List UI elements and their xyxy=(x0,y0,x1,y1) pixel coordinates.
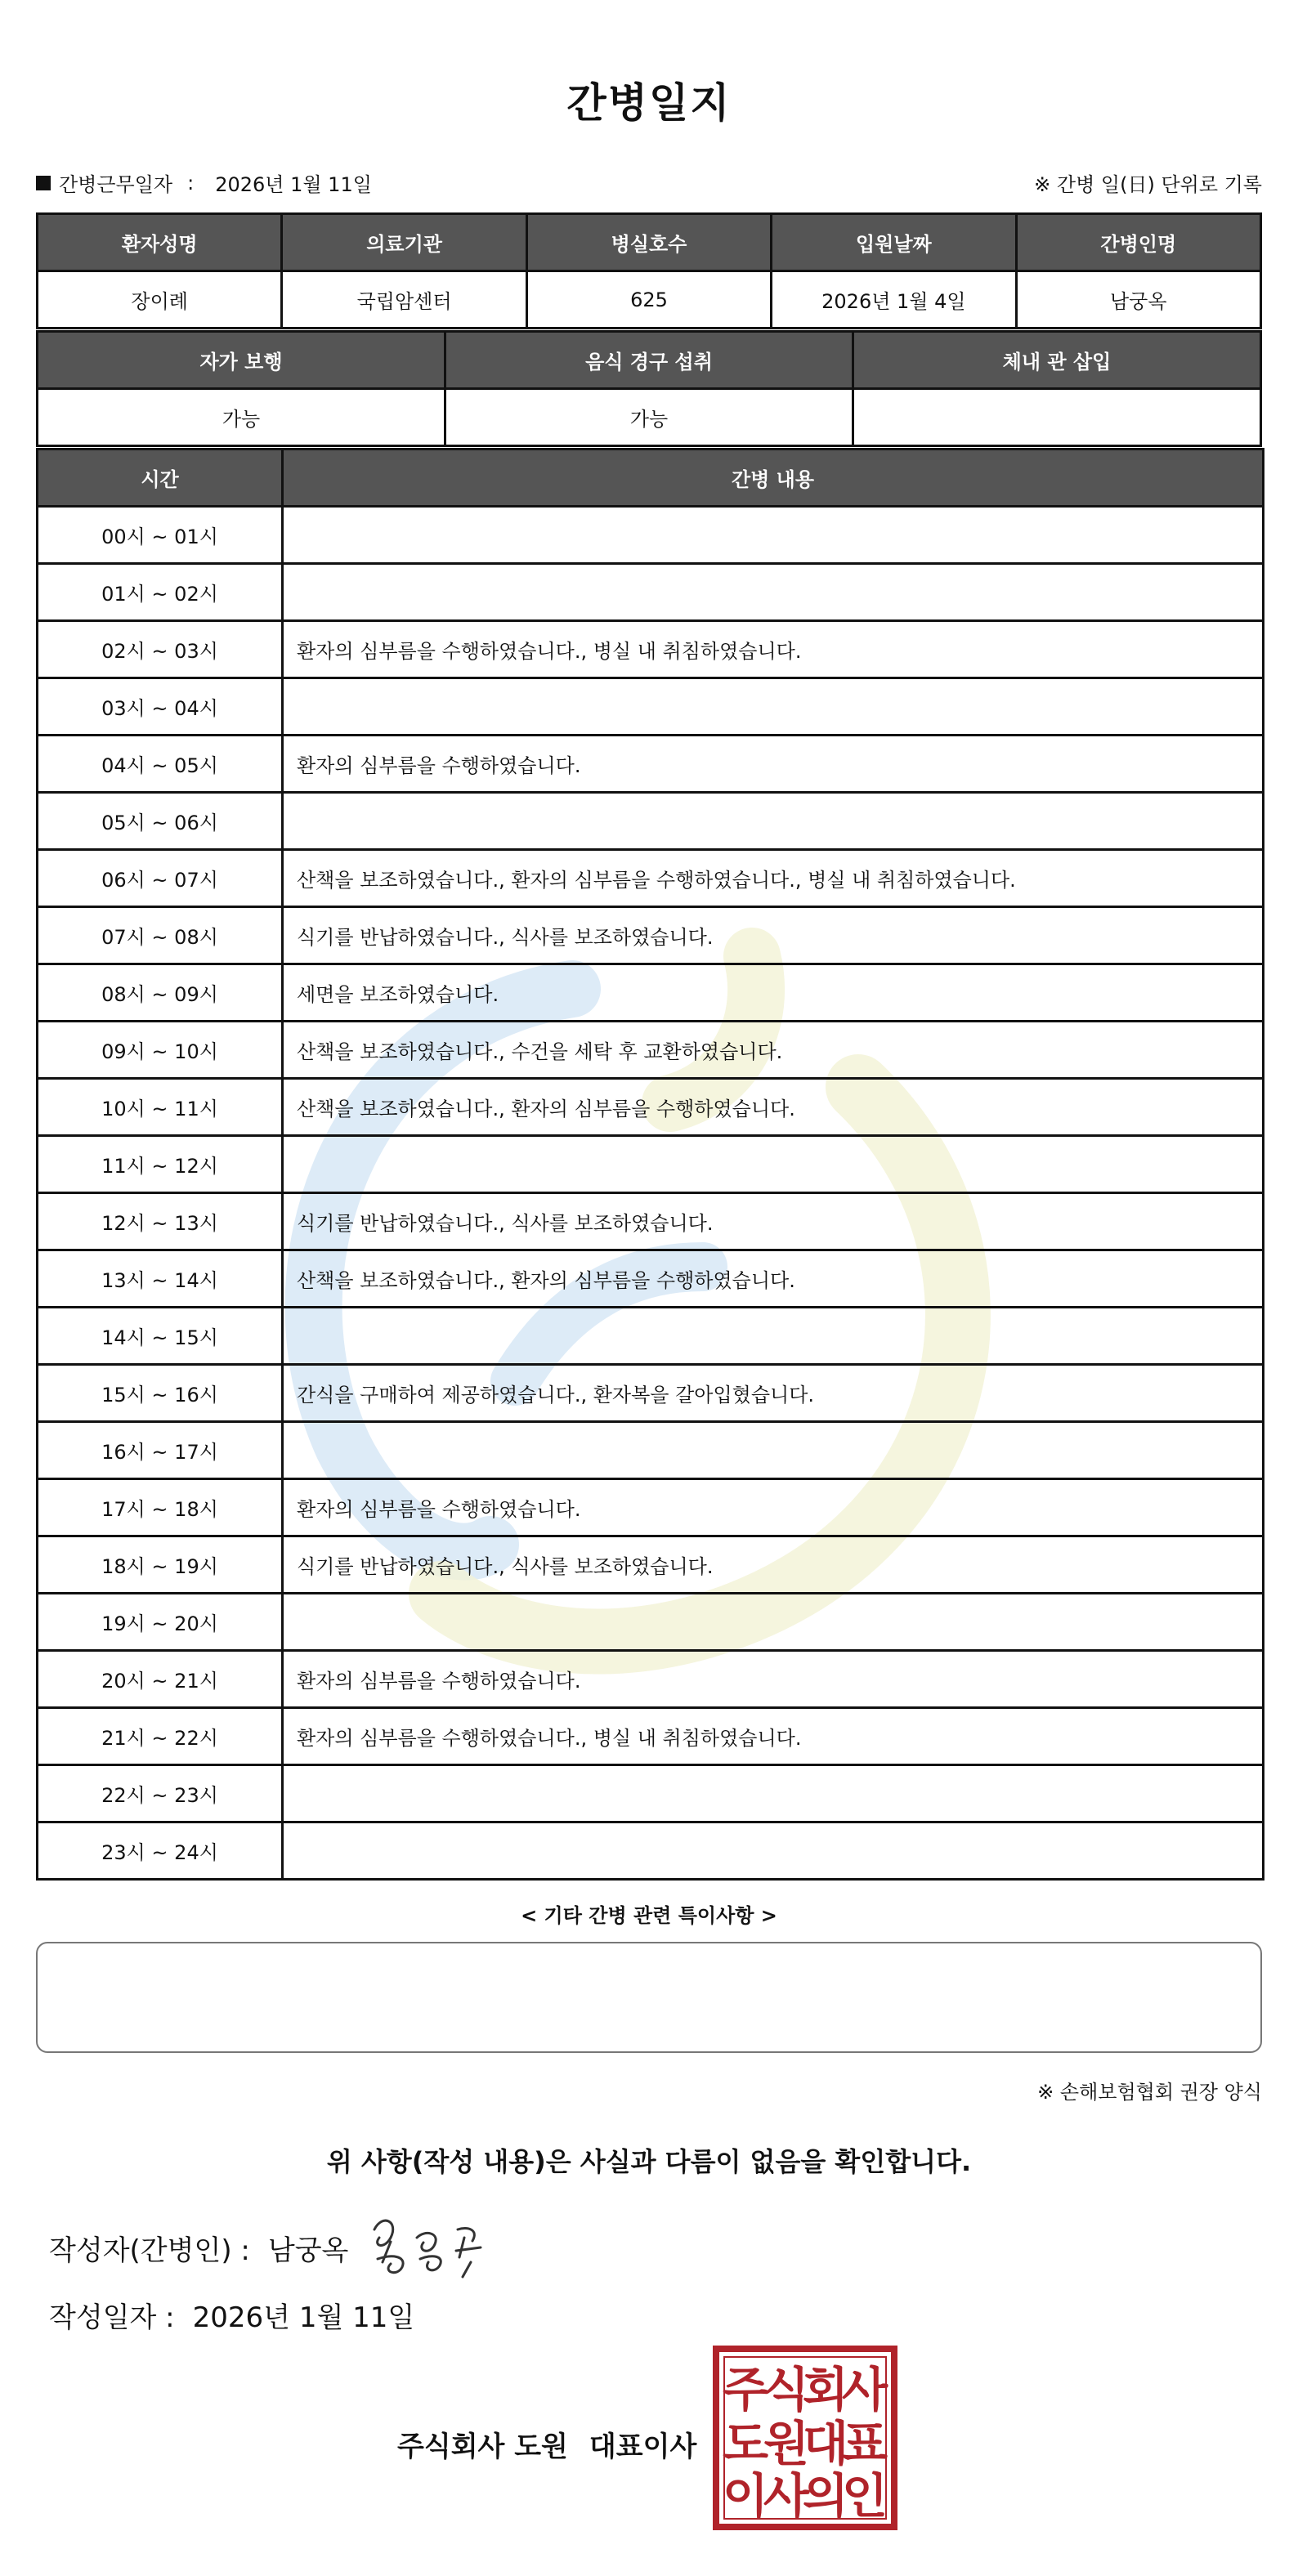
table-row xyxy=(38,621,1264,678)
log-content-cell xyxy=(283,678,1264,736)
table-row xyxy=(38,1765,1264,1822)
table-row xyxy=(38,793,1264,850)
log-content-cell xyxy=(283,1822,1264,1880)
log-time-cell: 23시 ~ 24시 xyxy=(38,1822,283,1880)
svg-text:이: 이 xyxy=(722,2468,769,2524)
page-title: 간병일지 xyxy=(566,79,732,127)
log-time-cell: 17시 ~ 18시 xyxy=(38,1479,283,1536)
patient-ability-table xyxy=(36,330,1262,447)
table-row xyxy=(38,1365,1264,1422)
log-time-cell: 15시 ~ 16시 xyxy=(38,1365,283,1422)
svg-text:주: 주 xyxy=(722,2362,769,2417)
table-row xyxy=(38,1708,1264,1765)
work-date-row xyxy=(36,168,1262,201)
log-time-cell: 11시 ~ 12시 xyxy=(38,1136,283,1193)
log-content-cell xyxy=(283,507,1264,564)
special-notes-heading: < 기타 간병 관련 특이사항 > xyxy=(521,1904,777,1927)
log-content-cell xyxy=(283,564,1264,621)
table-row xyxy=(38,1079,1264,1136)
table-row xyxy=(38,907,1264,964)
table-row xyxy=(38,1422,1264,1479)
log-time-cell: 03시 ~ 04시 xyxy=(38,678,283,736)
ceo-title: 대표이사 xyxy=(589,2431,697,2463)
care-log-body xyxy=(38,507,1264,1880)
log-time-cell: 18시 ~ 19시 xyxy=(38,1536,283,1594)
log-time-cell: 06시 ~ 07시 xyxy=(38,850,283,907)
log-content-cell: 환자의 심부름을 수행하였습니다., 병실 내 취침하였습니다. xyxy=(283,1708,1264,1765)
log-time-cell: 05시 ~ 06시 xyxy=(38,793,283,850)
writer-name: 남궁옥 xyxy=(267,2234,349,2267)
log-time-cell: 02시 ~ 03시 xyxy=(38,621,283,678)
table-row xyxy=(38,507,1264,564)
written-date-value: 2026년 1월 11일 xyxy=(192,2301,415,2334)
log-content-cell: 환자의 심부름을 수행하였습니다. xyxy=(283,1651,1264,1708)
table-row xyxy=(38,964,1264,1022)
hospital: 국립암센터 xyxy=(282,271,526,329)
log-time-cell: 00시 ~ 01시 xyxy=(38,507,283,564)
log-content-cell: 간식을 구매하여 제공하였습니다., 환자복을 갈아입혔습니다. xyxy=(283,1365,1264,1422)
log-content-cell: 환자의 심부름을 수행하였습니다. xyxy=(283,1479,1264,1536)
table-row xyxy=(38,1536,1264,1594)
svg-text:대: 대 xyxy=(802,2416,849,2471)
table-row xyxy=(38,850,1264,907)
header-oral-intake: 음식 경구 섭취 xyxy=(445,332,853,389)
log-time-cell: 01시 ~ 02시 xyxy=(38,564,283,621)
svg-text:도: 도 xyxy=(722,2416,769,2471)
signature-icon xyxy=(366,2205,497,2287)
patient-name: 장이례 xyxy=(38,271,282,329)
written-date-label: 작성일자 : xyxy=(49,2301,175,2334)
svg-text:회: 회 xyxy=(802,2362,849,2417)
company-name: 주식회사 도원 xyxy=(397,2431,568,2463)
log-content-cell xyxy=(283,1308,1264,1365)
oral-intake-value: 가능 xyxy=(445,389,853,446)
log-time-cell: 09시 ~ 10시 xyxy=(38,1022,283,1079)
svg-text:표: 표 xyxy=(841,2416,888,2471)
log-time-cell: 19시 ~ 20시 xyxy=(38,1594,283,1651)
table-row xyxy=(38,736,1264,793)
writer-label: 작성자(간병인) : xyxy=(49,2234,250,2267)
work-date-value: 2026년 1월 11일 xyxy=(215,173,372,196)
log-time-cell: 21시 ~ 22시 xyxy=(38,1708,283,1765)
table-row xyxy=(38,1479,1264,1536)
header-patient-name: 환자성명 xyxy=(38,214,282,271)
record-note: ※ 간병 일(日) 단위로 기록 xyxy=(1034,173,1262,196)
log-content-cell: 식기를 반납하였습니다., 식사를 보조하였습니다. xyxy=(283,1536,1264,1594)
log-time-cell: 08시 ~ 09시 xyxy=(38,964,283,1022)
log-time-cell: 10시 ~ 11시 xyxy=(38,1079,283,1136)
company-seal-icon xyxy=(711,2344,899,2532)
table-row xyxy=(38,1193,1264,1250)
work-date-label: 간병근무일자 xyxy=(59,173,173,196)
svg-text:사: 사 xyxy=(763,2468,810,2524)
log-time-cell: 16시 ~ 17시 xyxy=(38,1422,283,1479)
table-row xyxy=(38,1022,1264,1079)
writer-row xyxy=(49,2228,348,2268)
log-time-cell: 13시 ~ 14시 xyxy=(38,1250,283,1308)
work-date-colon: : xyxy=(187,171,195,195)
log-content-cell: 산책을 보조하였습니다., 환자의 심부름을 수행하였습니다., 병실 내 취침하였습니다. xyxy=(283,850,1264,907)
log-time-cell: 12시 ~ 13시 xyxy=(38,1193,283,1250)
table-row xyxy=(38,1594,1264,1651)
log-content-cell xyxy=(283,1765,1264,1822)
table-row xyxy=(38,1308,1264,1365)
written-date-row xyxy=(49,2295,414,2335)
svg-text:의: 의 xyxy=(802,2468,849,2524)
log-content-cell xyxy=(283,1422,1264,1479)
header-room-number: 병실호수 xyxy=(526,214,771,271)
header-care-content: 간병 내용 xyxy=(283,449,1264,507)
caregiver-name: 남궁옥 xyxy=(1016,271,1260,329)
recommended-form-note: ※ 손해보험협회 권장 양식 xyxy=(1037,2081,1262,2104)
table-row xyxy=(38,564,1264,621)
log-time-cell: 20시 ~ 21시 xyxy=(38,1651,283,1708)
log-content-cell: 산책을 보조하였습니다., 환자의 심부름을 수행하였습니다. xyxy=(283,1079,1264,1136)
confirmation-statement: 위 사항(작성 내용)은 사실과 다름이 없음을 확인합니다. xyxy=(326,2146,972,2177)
log-content-cell: 세면을 보조하였습니다. xyxy=(283,964,1264,1022)
room-number: 625 xyxy=(526,271,771,329)
patient-info-table xyxy=(36,212,1262,329)
log-time-cell: 07시 ~ 08시 xyxy=(38,907,283,964)
svg-text:사: 사 xyxy=(841,2362,888,2417)
header-caregiver-name: 간병인명 xyxy=(1016,214,1260,271)
header-time: 시간 xyxy=(38,449,283,507)
care-log-table xyxy=(36,448,1264,1881)
svg-text:원: 원 xyxy=(763,2416,810,2471)
table-row xyxy=(38,1651,1264,1708)
log-time-cell: 04시 ~ 05시 xyxy=(38,736,283,793)
log-content-cell: 산책을 보조하였습니다., 환자의 심부름을 수행하였습니다. xyxy=(283,1250,1264,1308)
log-content-cell xyxy=(283,793,1264,850)
header-tube-insertion: 체내 관 삽입 xyxy=(853,332,1261,389)
self-walking-value: 가능 xyxy=(38,389,445,446)
company-signature-line xyxy=(397,2424,696,2464)
log-time-cell: 14시 ~ 15시 xyxy=(38,1308,283,1365)
special-notes-box xyxy=(36,1942,1262,2053)
svg-text:인: 인 xyxy=(841,2468,888,2524)
table-row xyxy=(38,678,1264,736)
svg-text:식: 식 xyxy=(763,2362,810,2417)
log-content-cell: 산책을 보조하였습니다., 수건을 세탁 후 교환하였습니다. xyxy=(283,1022,1264,1079)
admission-date: 2026년 1월 4일 xyxy=(772,271,1016,329)
log-content-cell: 환자의 심부름을 수행하였습니다. xyxy=(283,736,1264,793)
square-bullet-icon xyxy=(36,176,51,190)
table-row xyxy=(38,1250,1264,1308)
table-row xyxy=(38,1136,1264,1193)
log-content-cell: 식기를 반납하였습니다., 식사를 보조하였습니다. xyxy=(283,907,1264,964)
log-content-cell xyxy=(283,1594,1264,1651)
header-admission-date: 입원날짜 xyxy=(772,214,1016,271)
log-time-cell: 22시 ~ 23시 xyxy=(38,1765,283,1822)
tube-insertion-value xyxy=(853,389,1261,446)
log-content-cell xyxy=(283,1136,1264,1193)
table-row xyxy=(38,1822,1264,1880)
log-content-cell: 환자의 심부름을 수행하였습니다., 병실 내 취침하였습니다. xyxy=(283,621,1264,678)
header-hospital: 의료기관 xyxy=(282,214,526,271)
log-content-cell: 식기를 반납하였습니다., 식사를 보조하였습니다. xyxy=(283,1193,1264,1250)
header-self-walking: 자가 보행 xyxy=(38,332,445,389)
